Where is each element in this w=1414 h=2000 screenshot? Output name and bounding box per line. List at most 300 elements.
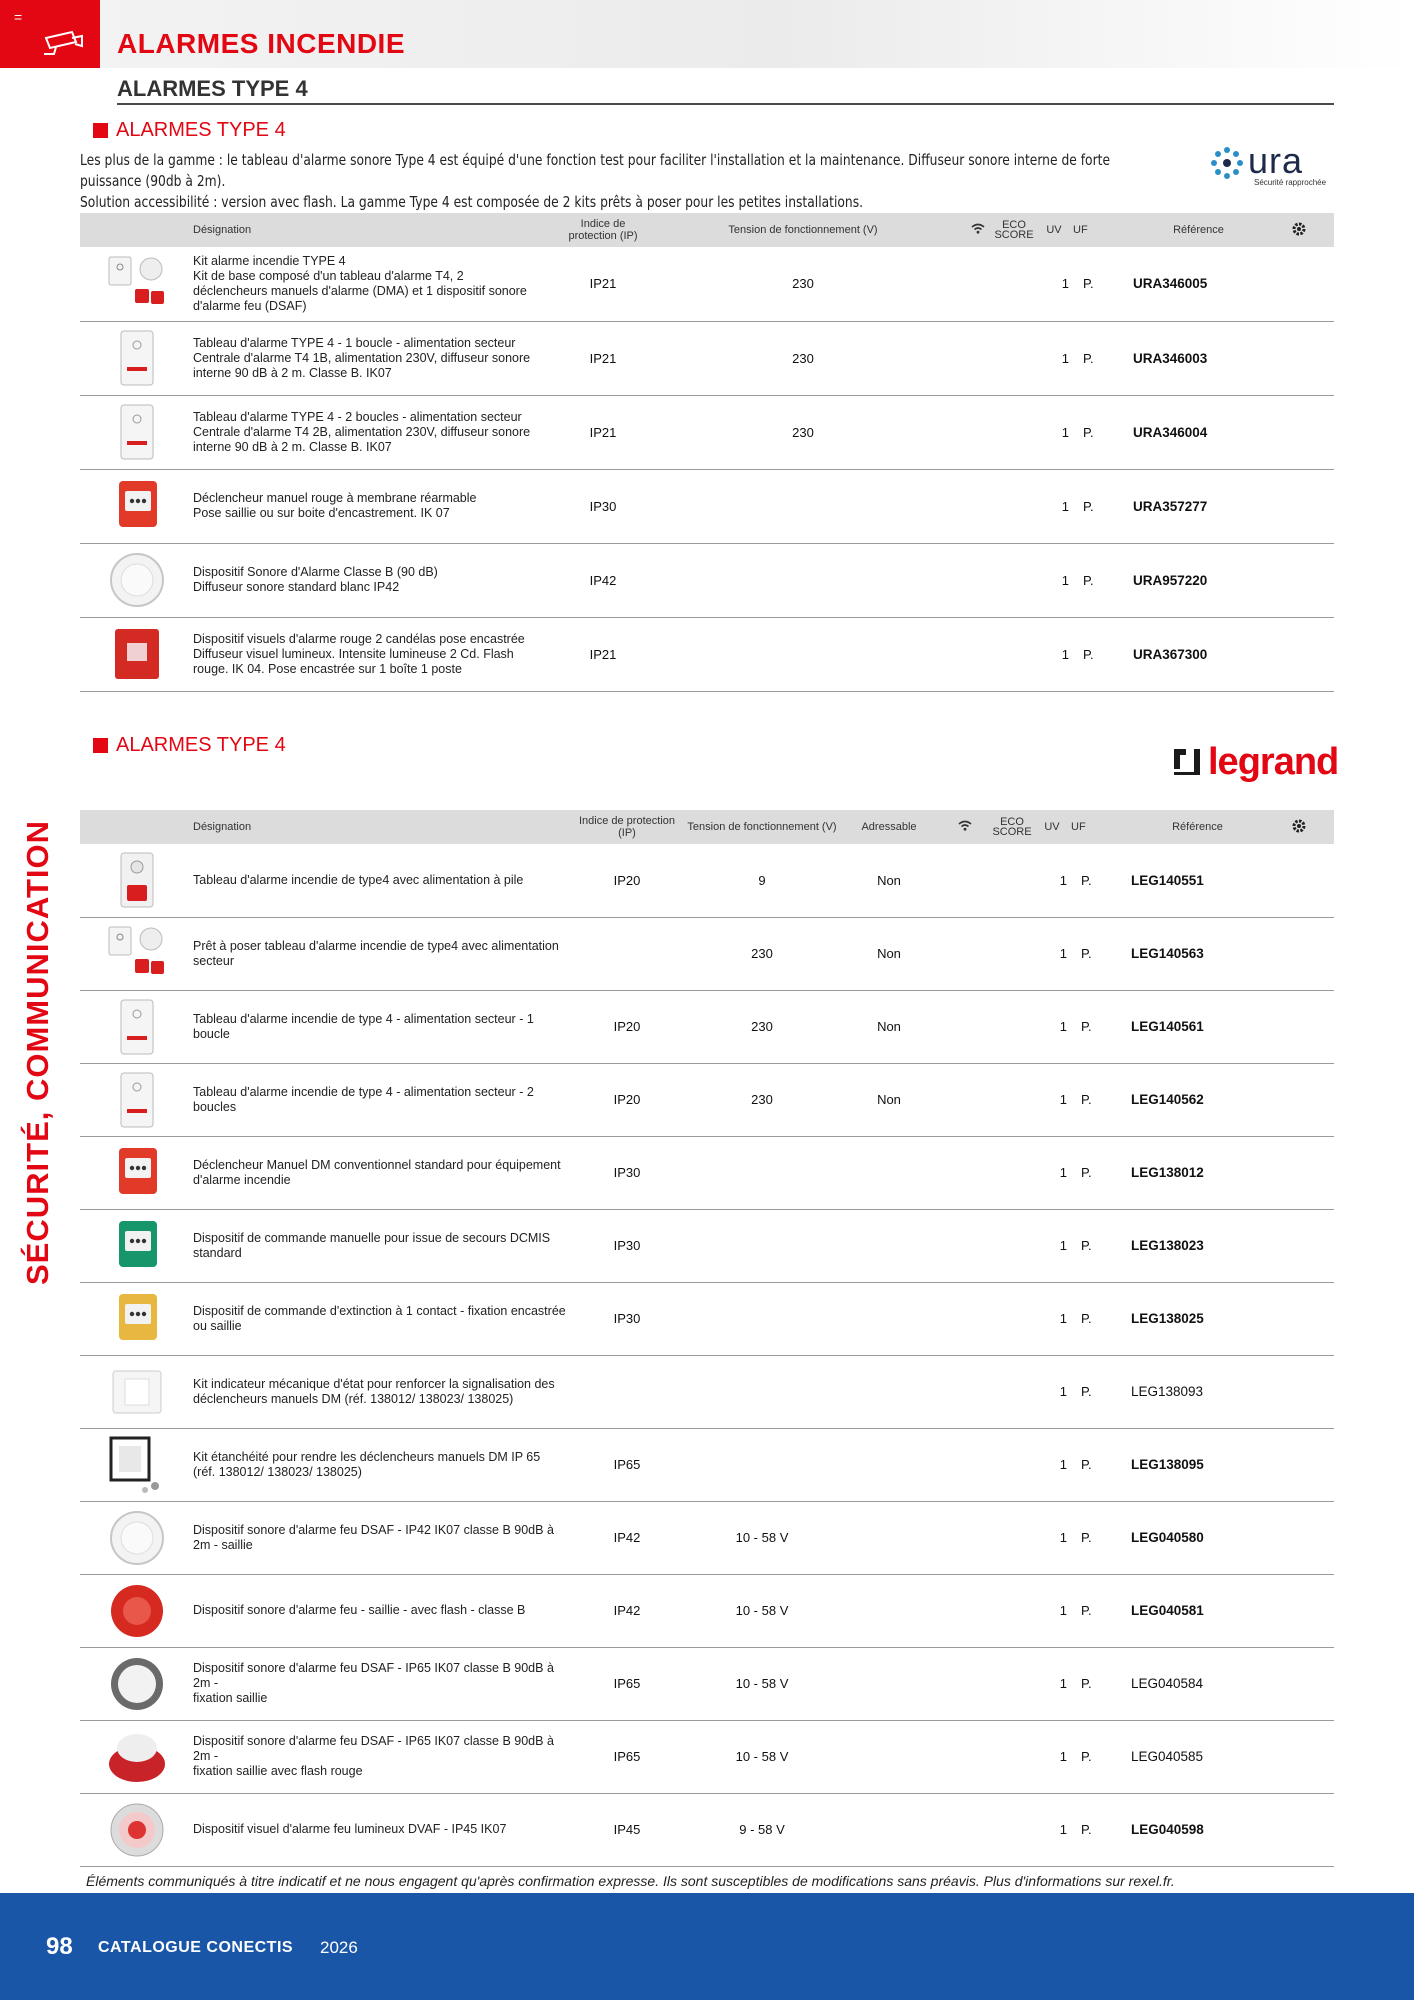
wifi-cell <box>939 1793 991 1866</box>
table-row[interactable] <box>80 321 1334 395</box>
addressable-value: Non <box>839 844 939 917</box>
kit-product-icon <box>105 923 169 985</box>
protection-index: IP21 <box>563 395 643 469</box>
uf-value: P. <box>1071 1647 1131 1720</box>
col-protection: Indice de protection (IP) <box>569 810 685 844</box>
wifi-cell <box>939 1063 991 1136</box>
clear-beacon-product-icon <box>105 1799 169 1861</box>
product-reference[interactable]: LEG040584 <box>1131 1647 1264 1720</box>
protection-index: IP42 <box>563 543 643 617</box>
designation-line: ou saillie <box>193 1318 242 1333</box>
menu-icon[interactable]: = <box>14 9 23 25</box>
settings-cell <box>1264 1355 1334 1428</box>
table-row[interactable] <box>80 395 1334 469</box>
product-image <box>80 1793 193 1866</box>
product-designation <box>193 1647 569 1720</box>
category-tab[interactable] <box>0 0 100 68</box>
protection-index: IP42 <box>569 1501 685 1574</box>
product-designation <box>193 247 563 321</box>
product-reference[interactable]: URA346003 <box>1133 321 1264 395</box>
product-reference[interactable]: URA346004 <box>1133 395 1264 469</box>
protection-index: IP21 <box>563 321 643 395</box>
addressable-value: Non <box>839 917 939 990</box>
designation-line: Centrale d'alarme T4 2B, alimentation 230V, diffuseur sonore <box>193 424 531 439</box>
table-row[interactable] <box>80 1720 1334 1793</box>
ura-brand-logo <box>1210 140 1338 192</box>
table-row[interactable] <box>80 1501 1334 1574</box>
yellow-callpoint-product-icon <box>105 1288 169 1350</box>
col-tension: Tension de fonctionnement (V) <box>685 810 839 844</box>
addressable-value <box>839 1282 939 1355</box>
settings-cell <box>1264 1428 1334 1501</box>
product-image <box>80 1501 193 1574</box>
wifi-cell <box>939 1574 991 1647</box>
product-image <box>80 1136 193 1209</box>
product-reference[interactable]: LEG138095 <box>1131 1428 1264 1501</box>
uf-value: P. <box>1071 1501 1131 1574</box>
table-row[interactable] <box>80 469 1334 543</box>
table-header-row <box>80 213 1334 247</box>
uf-value: P. <box>1071 1793 1131 1866</box>
designation-line: déclencheurs manuels DM (réf. 138012/ 138023/ 138025) <box>193 1391 514 1406</box>
product-reference[interactable]: LEG140563 <box>1131 917 1264 990</box>
col-image <box>80 213 193 247</box>
section-heading-ura <box>93 119 286 142</box>
designation-line: Dispositif sonore d'alarme feu DSAF - IP42 IK07 classe B 90dB à 2m - saillie <box>193 1522 554 1552</box>
eco-score-cell <box>991 1063 1033 1136</box>
eco-score-cell <box>991 1136 1033 1209</box>
settings-cell <box>1264 321 1334 395</box>
col-reference: Référence <box>1133 213 1264 247</box>
addressable-value <box>839 1428 939 1501</box>
product-designation <box>193 1282 569 1355</box>
disclaimer-text: Éléments communiqués à titre indicatif et ne nous engagent qu'après confirmation expresse. Ils sont susceptibles de modifications sans préavis. Plus d'informations sur rexel.fr. <box>86 1873 1175 1889</box>
protection-index <box>569 1355 685 1428</box>
product-reference[interactable]: LEG138025 <box>1131 1282 1264 1355</box>
white-sounder-product-icon <box>105 1507 169 1569</box>
gear-icon <box>1291 818 1307 834</box>
settings-cell <box>1264 1282 1334 1355</box>
section-intro <box>80 150 1146 213</box>
settings-cell <box>1264 844 1334 917</box>
col-eco-score: ECO SCORE <box>993 213 1035 247</box>
protection-index: IP65 <box>569 1647 685 1720</box>
product-designation <box>193 395 563 469</box>
product-designation <box>193 617 563 691</box>
product-designation <box>193 1136 569 1209</box>
settings-cell <box>1264 1647 1334 1720</box>
uf-value: P. <box>1071 1428 1131 1501</box>
wifi-cell <box>939 917 991 990</box>
operating-voltage: 10 - 58 V <box>685 1647 839 1720</box>
page-subtitle: ALARMES TYPE 4 <box>117 76 308 101</box>
addressable-value <box>839 1574 939 1647</box>
panel-product-icon <box>105 327 169 389</box>
settings-cell <box>1264 247 1334 321</box>
eco-score-cell <box>993 321 1035 395</box>
settings-cell <box>1264 1209 1334 1282</box>
table-header-row <box>80 810 1334 844</box>
product-image <box>80 844 193 917</box>
protection-index: IP21 <box>563 247 643 321</box>
table-row[interactable] <box>80 1209 1334 1282</box>
product-designation <box>193 990 569 1063</box>
bullet-square-icon <box>93 738 108 753</box>
uv-value: 1 <box>1033 1720 1071 1793</box>
operating-voltage <box>643 469 963 543</box>
uv-value: 1 <box>1033 1063 1071 1136</box>
kit-product-icon <box>105 253 169 315</box>
settings-cell <box>1264 990 1334 1063</box>
table-row[interactable] <box>80 990 1334 1063</box>
wifi-cell <box>963 321 993 395</box>
product-reference[interactable]: LEG040580 <box>1131 1501 1264 1574</box>
eco-score-cell <box>991 917 1033 990</box>
designation-line: Kit indicateur mécanique d'état pour renforcer la signalisation des <box>193 1376 555 1391</box>
wifi-cell <box>939 1136 991 1209</box>
eco-score-cell <box>991 1428 1033 1501</box>
wifi-cell <box>939 1647 991 1720</box>
product-reference[interactable]: URA357277 <box>1133 469 1264 543</box>
eco-score-cell <box>991 1209 1033 1282</box>
legrand-product-table <box>80 810 1334 1867</box>
eco-score-cell <box>991 1793 1033 1866</box>
uf-value: P. <box>1073 321 1133 395</box>
wifi-icon <box>971 223 985 234</box>
page-number: 98 <box>46 1933 73 1960</box>
uv-value: 1 <box>1035 321 1073 395</box>
designation-line: Pose saillie ou sur boite d'encastrement. IK 07 <box>193 506 450 520</box>
col-protection: Indice de protection (IP) <box>563 213 643 247</box>
product-image <box>80 990 193 1063</box>
subtitle-divider <box>117 103 1334 105</box>
uf-value: P. <box>1071 1355 1131 1428</box>
wifi-cell <box>963 247 993 321</box>
product-designation <box>193 1793 569 1866</box>
legrand-brand-logo <box>1172 742 1338 782</box>
col-tension: Tension de fonctionnement (V) <box>643 213 963 247</box>
settings-cell <box>1264 1501 1334 1574</box>
designation-line: Déclencheur Manuel DM conventionnel standard pour équipement <box>193 1157 561 1172</box>
wifi-cell <box>963 617 993 691</box>
designation-line: Dispositif sonore d'alarme feu DSAF - IP65 IK07 classe B 90dB à 2m - <box>193 1734 554 1763</box>
uv-value: 1 <box>1033 1136 1071 1209</box>
operating-voltage <box>685 1136 839 1209</box>
product-reference[interactable]: LEG140551 <box>1131 844 1264 917</box>
settings-cell <box>1264 1063 1334 1136</box>
settings-cell <box>1264 543 1334 617</box>
product-reference[interactable]: LEG138023 <box>1131 1209 1264 1282</box>
operating-voltage <box>643 543 963 617</box>
table-row[interactable] <box>80 1647 1334 1720</box>
red-callpoint-product-icon <box>105 1142 169 1204</box>
uf-value: P. <box>1071 1209 1131 1282</box>
col-image <box>80 810 193 844</box>
wifi-cell <box>963 543 993 617</box>
product-designation <box>193 1355 569 1428</box>
operating-voltage: 10 - 58 V <box>685 1574 839 1647</box>
section-heading-legrand <box>93 734 286 757</box>
product-designation <box>193 543 563 617</box>
protection-index: IP30 <box>569 1282 685 1355</box>
designation-line: Dispositif visuel d'alarme feu lumineux DVAF - IP45 IK07 <box>193 1822 507 1836</box>
uf-value: P. <box>1071 990 1131 1063</box>
legrand-logo-mark-icon <box>1172 747 1202 777</box>
addressable-value: Non <box>839 990 939 1063</box>
legrand-logo-text: legrand <box>1208 740 1339 783</box>
product-image <box>80 321 193 395</box>
designation-line: Dispositif de commande d'extinction à 1 contact - fixation encastrée <box>193 1303 566 1318</box>
operating-voltage: 230 <box>685 917 839 990</box>
table-row[interactable] <box>80 917 1334 990</box>
designation-line: Tableau d'alarme TYPE 4 - 1 boucle - alimentation secteur <box>193 335 516 350</box>
operating-voltage <box>685 1355 839 1428</box>
addressable-value <box>839 1209 939 1282</box>
product-image <box>80 1428 193 1501</box>
addressable-value <box>839 1793 939 1866</box>
addressable-value: Non <box>839 1063 939 1136</box>
settings-cell <box>1264 1574 1334 1647</box>
wifi-cell <box>939 990 991 1063</box>
wifi-cell <box>939 1428 991 1501</box>
ura-product-table <box>80 213 1334 692</box>
uf-value: P. <box>1071 844 1131 917</box>
addressable-value <box>839 1136 939 1209</box>
protection-index: IP21 <box>563 617 643 691</box>
settings-cell <box>1264 1136 1334 1209</box>
settings-cell <box>1264 617 1334 691</box>
product-reference[interactable]: URA957220 <box>1133 543 1264 617</box>
product-image <box>80 917 193 990</box>
eco-score-cell <box>991 1720 1033 1793</box>
product-designation <box>193 1428 569 1501</box>
product-image <box>80 247 193 321</box>
addressable-value <box>839 1355 939 1428</box>
operating-voltage: 9 <box>685 844 839 917</box>
settings-cell <box>1264 469 1334 543</box>
security-camera-icon <box>42 30 86 56</box>
table-row[interactable] <box>80 1282 1334 1355</box>
uv-value: 1 <box>1033 1355 1071 1428</box>
product-reference[interactable]: LEG140561 <box>1131 990 1264 1063</box>
settings-cell <box>1264 917 1334 990</box>
table-row[interactable] <box>80 1063 1334 1136</box>
eco-score-cell <box>991 1355 1033 1428</box>
protection-index: IP45 <box>569 1793 685 1866</box>
wifi-cell <box>939 844 991 917</box>
uf-value: P. <box>1073 543 1133 617</box>
protection-index: IP20 <box>569 844 685 917</box>
grey-sounder-product-icon <box>105 1653 169 1715</box>
panel-product-icon <box>105 996 169 1058</box>
protection-index: IP30 <box>563 469 643 543</box>
uf-value: P. <box>1071 1063 1131 1136</box>
designation-line: Dispositif Sonore d'Alarme Classe B (90 dB) <box>193 565 438 579</box>
page-title: ALARMES INCENDIE <box>117 28 406 59</box>
addressable-value <box>839 1501 939 1574</box>
eco-score-cell <box>991 1282 1033 1355</box>
designation-line: Tableau d'alarme TYPE 4 - 2 boucles - alimentation secteur <box>193 409 522 424</box>
uf-value: P. <box>1073 395 1133 469</box>
designation-line: Tableau d'alarme incendie de type4 avec alimentation à pile <box>193 872 524 887</box>
side-category-label: SÉCURITÉ, COMMUNICATION <box>20 819 55 1285</box>
designation-line: Kit étanchéité pour rendre les déclencheurs manuels DM IP 65 <box>193 1449 541 1464</box>
col-uv: UV <box>1033 810 1071 844</box>
designation-line: Tableau d'alarme incendie de type 4 - alimentation secteur - 2 boucles <box>193 1084 534 1114</box>
red-flash-product-icon <box>105 1726 169 1788</box>
eco-score-cell <box>993 395 1035 469</box>
product-reference[interactable]: LEG138093 <box>1131 1355 1264 1428</box>
designation-line: déclencheurs manuels d'alarme (DMA) et 1 dispositif sonore <box>193 283 527 298</box>
panel-product-icon <box>105 1069 169 1131</box>
product-reference[interactable]: LEG040585 <box>1131 1720 1264 1793</box>
col-settings <box>1264 213 1334 247</box>
product-image <box>80 1647 193 1720</box>
panel-red-product-icon <box>105 849 169 911</box>
product-designation <box>193 1501 569 1574</box>
panel-product-icon <box>105 401 169 463</box>
col-wifi <box>939 810 991 844</box>
operating-voltage: 230 <box>643 321 963 395</box>
eco-score-cell <box>993 247 1035 321</box>
wifi-cell <box>939 1282 991 1355</box>
protection-index: IP20 <box>569 1063 685 1136</box>
catalogue-name: CATALOGUE CONECTIS <box>98 1939 294 1956</box>
settings-cell <box>1264 1793 1334 1866</box>
product-reference[interactable]: LEG040598 <box>1131 1793 1264 1866</box>
eco-score-cell <box>991 844 1033 917</box>
wifi-cell <box>963 469 993 543</box>
col-uf: UF <box>1071 810 1131 844</box>
eco-score-cell <box>993 617 1035 691</box>
uv-value: 1 <box>1033 1501 1071 1574</box>
product-reference[interactable]: URA367300 <box>1133 617 1264 691</box>
designation-line: interne 90 dB à 2 m. Classe B. IK07 <box>193 365 392 380</box>
operating-voltage <box>685 1209 839 1282</box>
product-image <box>80 1063 193 1136</box>
designation-line: Dispositif sonore d'alarme feu DSAF - IP65 IK07 classe B 90dB à 2m - <box>193 1661 554 1690</box>
operating-voltage: 9 - 58 V <box>685 1793 839 1866</box>
table-row[interactable] <box>80 1355 1334 1428</box>
gear-icon <box>1291 221 1307 237</box>
white-sounder-product-icon <box>105 549 169 611</box>
uv-value: 1 <box>1033 844 1071 917</box>
protection-index: IP30 <box>569 1136 685 1209</box>
settings-cell <box>1264 395 1334 469</box>
product-designation <box>193 1209 569 1282</box>
table-row[interactable] <box>80 543 1334 617</box>
product-designation <box>193 917 569 990</box>
operating-voltage <box>643 617 963 691</box>
designation-line: rouge. IK 04. Pose encastrée sur 1 boîte 1 poste <box>193 661 462 676</box>
designation-line: d'alarme incendie <box>193 1172 291 1187</box>
product-designation <box>193 469 563 543</box>
protection-index: IP20 <box>569 990 685 1063</box>
col-eco-score: ECO SCORE <box>991 810 1033 844</box>
intro-line: Solution accessibilité : version avec flash. La gamme Type 4 est composée de 2 kits prêts à poser pour les petites installations. <box>80 193 864 211</box>
designation-line: Dispositif visuels d'alarme rouge 2 candélas pose encastrée <box>193 631 525 646</box>
seal-kit-product-icon <box>105 1434 169 1496</box>
designation-line: Déclencheur manuel rouge à membrane réarmable <box>193 491 477 505</box>
designation-line: Dispositif de commande manuelle pour issue de secours DCMIS standard <box>193 1230 551 1260</box>
uf-value: P. <box>1073 617 1133 691</box>
table-row[interactable] <box>80 617 1334 691</box>
product-reference[interactable]: URA346005 <box>1133 247 1264 321</box>
settings-cell <box>1264 1720 1334 1793</box>
wifi-cell <box>939 1209 991 1282</box>
ura-logo-tagline: Sécurité rapprochée <box>1254 178 1327 187</box>
table-row[interactable] <box>80 1793 1334 1866</box>
product-image <box>80 1355 193 1428</box>
product-reference[interactable]: LEG140562 <box>1131 1063 1264 1136</box>
col-reference: Référence <box>1131 810 1264 844</box>
eco-score-cell <box>991 1501 1033 1574</box>
designation-line: fixation saillie <box>193 1691 268 1705</box>
uf-value: P. <box>1071 1720 1131 1793</box>
protection-index: IP65 <box>569 1720 685 1793</box>
table-row[interactable] <box>80 1428 1334 1501</box>
table-row[interactable] <box>80 1136 1334 1209</box>
designation-line: Prêt à poser tableau d'alarme incendie de type4 avec alimentation secteur <box>193 938 559 968</box>
designation-line: (réf. 138012/ 138023/ 138025) <box>193 1464 362 1479</box>
designation-line: Diffuseur visuel lumineux. Intensite lumineuse 2 Cd. Flash <box>193 646 514 661</box>
col-designation: Désignation <box>193 810 569 844</box>
designation-line: Centrale d'alarme T4 1B, alimentation 230V, diffuseur sonore <box>193 350 531 365</box>
table-row[interactable] <box>80 247 1334 321</box>
designation-line: Dispositif sonore d'alarme feu - saillie - avec flash - classe B <box>193 1603 526 1617</box>
eco-score-cell <box>991 1574 1033 1647</box>
product-designation <box>193 321 563 395</box>
operating-voltage: 10 - 58 V <box>685 1501 839 1574</box>
product-reference[interactable]: LEG040581 <box>1131 1574 1264 1647</box>
red-callpoint-product-icon <box>105 475 169 537</box>
designation-line: interne 90 dB à 2 m. Classe B. IK07 <box>193 439 392 454</box>
page-footer <box>0 1893 1414 2000</box>
col-settings <box>1264 810 1334 844</box>
uv-value: 1 <box>1033 1574 1071 1647</box>
operating-voltage <box>685 1282 839 1355</box>
addressable-value <box>839 1647 939 1720</box>
uv-value: 1 <box>1035 247 1073 321</box>
uv-value: 1 <box>1033 1428 1071 1501</box>
section-heading-text: ALARMES TYPE 4 <box>116 734 286 756</box>
uv-value: 1 <box>1033 1647 1071 1720</box>
table-row[interactable] <box>80 1574 1334 1647</box>
uv-value: 1 <box>1033 1209 1071 1282</box>
product-image <box>80 543 193 617</box>
operating-voltage <box>685 1428 839 1501</box>
product-designation <box>193 844 569 917</box>
wifi-cell <box>963 395 993 469</box>
bullet-square-icon <box>93 123 108 138</box>
product-designation <box>193 1720 569 1793</box>
operating-voltage: 230 <box>643 395 963 469</box>
operating-voltage: 230 <box>643 247 963 321</box>
table-row[interactable] <box>80 844 1334 917</box>
product-reference[interactable]: LEG138012 <box>1131 1136 1264 1209</box>
col-designation: Désignation <box>193 213 563 247</box>
protection-index: IP42 <box>569 1574 685 1647</box>
col-uv: UV <box>1035 213 1073 247</box>
section-heading-text: ALARMES TYPE 4 <box>116 119 286 141</box>
green-callpoint-product-icon <box>105 1215 169 1277</box>
product-image <box>80 1282 193 1355</box>
wifi-cell <box>939 1501 991 1574</box>
eco-score-cell <box>991 1647 1033 1720</box>
uf-value: P. <box>1071 1282 1131 1355</box>
protection-index: IP30 <box>569 1209 685 1282</box>
uv-value: 1 <box>1035 469 1073 543</box>
